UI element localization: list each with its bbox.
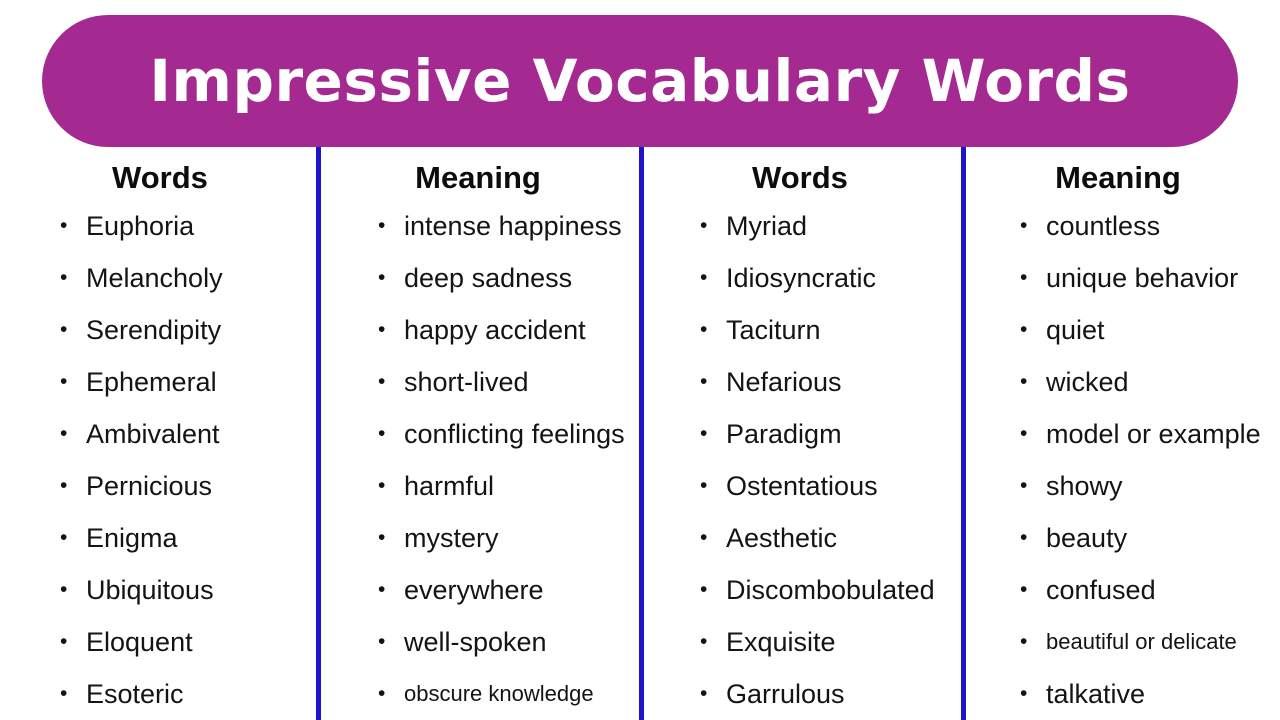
list-item bbox=[700, 200, 950, 252]
list-item-text: Nefarious bbox=[726, 366, 842, 397]
list-item bbox=[378, 252, 628, 304]
list-item bbox=[60, 512, 310, 564]
word-list-2 bbox=[650, 200, 950, 720]
list-item bbox=[1020, 200, 1268, 252]
bullet-icon: • bbox=[60, 474, 68, 497]
meaning-list-1 bbox=[328, 200, 628, 720]
bullet-icon: • bbox=[1020, 682, 1028, 705]
bullet-icon: • bbox=[1020, 578, 1028, 601]
column-header-meaning-2: Meaning bbox=[1055, 160, 1181, 195]
list-item bbox=[378, 356, 628, 408]
column-divider bbox=[316, 147, 321, 720]
meaning-column-1 bbox=[328, 158, 628, 720]
bullet-icon: • bbox=[378, 474, 386, 497]
bullet-icon: • bbox=[700, 422, 708, 445]
list-item-text: Taciturn bbox=[726, 314, 821, 345]
list-item bbox=[1020, 512, 1268, 564]
list-item bbox=[1020, 304, 1268, 356]
bullet-icon: • bbox=[378, 370, 386, 393]
meaning-list-2 bbox=[968, 200, 1268, 720]
list-item-text: Ubiquitous bbox=[86, 574, 214, 605]
list-item bbox=[60, 668, 310, 720]
list-item-text: conflicting feelings bbox=[404, 418, 625, 449]
list-item-text: Enigma bbox=[86, 522, 178, 553]
bullet-icon: • bbox=[60, 318, 68, 341]
list-item bbox=[700, 512, 950, 564]
list-item bbox=[700, 564, 950, 616]
column-divider bbox=[961, 147, 966, 720]
bullet-icon: • bbox=[1020, 370, 1028, 393]
list-item-text: Idiosyncratic bbox=[726, 262, 877, 293]
list-item bbox=[378, 564, 628, 616]
list-item-text: Discombobulated bbox=[726, 574, 935, 605]
bullet-icon: • bbox=[378, 630, 386, 653]
bullet-icon: • bbox=[378, 578, 386, 601]
bullet-icon: • bbox=[378, 682, 386, 705]
list-item-text: Exquisite bbox=[726, 626, 836, 657]
words-column-2 bbox=[650, 158, 950, 720]
bullet-icon: • bbox=[60, 682, 68, 705]
list-item-text: intense happiness bbox=[404, 210, 622, 241]
list-item bbox=[700, 252, 950, 304]
list-item-text: beauty bbox=[1046, 522, 1128, 553]
title-banner bbox=[42, 15, 1238, 147]
list-item bbox=[378, 408, 628, 460]
bullet-icon: • bbox=[700, 474, 708, 497]
list-item-text: beautiful or delicate bbox=[1046, 629, 1237, 654]
list-item bbox=[60, 460, 310, 512]
list-item-text: model or example bbox=[1046, 418, 1261, 449]
bullet-icon: • bbox=[60, 578, 68, 601]
list-item bbox=[60, 616, 310, 668]
column-header-meaning-1: Meaning bbox=[415, 160, 541, 195]
bullet-icon: • bbox=[1020, 422, 1028, 445]
list-item-text: short-lived bbox=[404, 366, 529, 397]
bullet-icon: • bbox=[60, 214, 68, 237]
list-item bbox=[1020, 616, 1268, 668]
list-item-text: harmful bbox=[404, 470, 495, 501]
list-item bbox=[1020, 356, 1268, 408]
list-item-text: mystery bbox=[404, 522, 499, 553]
list-item bbox=[60, 252, 310, 304]
list-item-text: happy accident bbox=[404, 314, 586, 345]
bullet-icon: • bbox=[60, 370, 68, 393]
list-item bbox=[378, 668, 628, 720]
word-list-1 bbox=[10, 200, 310, 720]
list-item-text: confused bbox=[1046, 574, 1156, 605]
list-item bbox=[60, 200, 310, 252]
list-item bbox=[378, 460, 628, 512]
list-item bbox=[700, 356, 950, 408]
list-item-text: everywhere bbox=[404, 574, 544, 605]
list-item-text: Paradigm bbox=[726, 418, 842, 449]
list-item-text: countless bbox=[1046, 210, 1161, 241]
list-item bbox=[1020, 408, 1268, 460]
list-item-text: Aesthetic bbox=[726, 522, 838, 553]
list-item-text: Garrulous bbox=[726, 678, 845, 709]
bullet-icon: • bbox=[1020, 630, 1028, 653]
column-header-words-2: Words bbox=[752, 160, 848, 195]
list-item-text: well-spoken bbox=[404, 626, 547, 657]
list-item-text: quiet bbox=[1046, 314, 1105, 345]
bullet-icon: • bbox=[700, 318, 708, 341]
bullet-icon: • bbox=[60, 526, 68, 549]
bullet-icon: • bbox=[60, 630, 68, 653]
list-item bbox=[700, 304, 950, 356]
list-item-text: Myriad bbox=[726, 210, 808, 241]
bullet-icon: • bbox=[700, 214, 708, 237]
bullet-icon: • bbox=[700, 370, 708, 393]
list-item-text: Ostentatious bbox=[726, 470, 878, 501]
words-column-1 bbox=[10, 158, 310, 720]
list-item-text: Euphoria bbox=[86, 210, 195, 241]
bullet-icon: • bbox=[378, 266, 386, 289]
bullet-icon: • bbox=[700, 630, 708, 653]
list-item bbox=[60, 304, 310, 356]
page-title: Impressive Vocabulary Words bbox=[149, 47, 1131, 115]
list-item bbox=[1020, 252, 1268, 304]
list-item-text: Serendipity bbox=[86, 314, 222, 345]
bullet-icon: • bbox=[700, 682, 708, 705]
list-item bbox=[60, 408, 310, 460]
bullet-icon: • bbox=[378, 526, 386, 549]
column-header-words-1: Words bbox=[112, 160, 208, 195]
bullet-icon: • bbox=[1020, 214, 1028, 237]
bullet-icon: • bbox=[1020, 526, 1028, 549]
bullet-icon: • bbox=[1020, 318, 1028, 341]
bullet-icon: • bbox=[60, 266, 68, 289]
list-item bbox=[700, 616, 950, 668]
list-item bbox=[378, 200, 628, 252]
list-item bbox=[700, 668, 950, 720]
list-item bbox=[378, 616, 628, 668]
bullet-icon: • bbox=[700, 266, 708, 289]
list-item-text: deep sadness bbox=[404, 262, 573, 293]
list-item-text: wicked bbox=[1046, 366, 1129, 397]
list-item bbox=[378, 512, 628, 564]
list-item bbox=[1020, 668, 1268, 720]
bullet-icon: • bbox=[700, 526, 708, 549]
list-item bbox=[700, 460, 950, 512]
column-divider bbox=[639, 147, 644, 720]
list-item bbox=[1020, 564, 1268, 616]
list-item bbox=[60, 356, 310, 408]
list-item bbox=[700, 408, 950, 460]
list-item-text: showy bbox=[1046, 470, 1123, 501]
list-item bbox=[1020, 460, 1268, 512]
list-item-text: Ambivalent bbox=[86, 418, 220, 449]
list-item bbox=[378, 304, 628, 356]
list-item-text: Ephemeral bbox=[86, 366, 217, 397]
list-item-text: Pernicious bbox=[86, 470, 213, 501]
list-item-text: Esoteric bbox=[86, 678, 184, 709]
list-item-text: obscure knowledge bbox=[404, 681, 594, 706]
bullet-icon: • bbox=[60, 422, 68, 445]
list-item-text: unique behavior bbox=[1046, 262, 1239, 293]
list-item bbox=[60, 564, 310, 616]
list-item-text: Eloquent bbox=[86, 626, 193, 657]
bullet-icon: • bbox=[378, 318, 386, 341]
list-item-text: Melancholy bbox=[86, 262, 223, 293]
meaning-column-2 bbox=[968, 158, 1268, 720]
list-item-text: talkative bbox=[1046, 678, 1146, 709]
bullet-icon: • bbox=[700, 578, 708, 601]
bullet-icon: • bbox=[1020, 474, 1028, 497]
bullet-icon: • bbox=[1020, 266, 1028, 289]
bullet-icon: • bbox=[378, 422, 386, 445]
bullet-icon: • bbox=[378, 214, 386, 237]
